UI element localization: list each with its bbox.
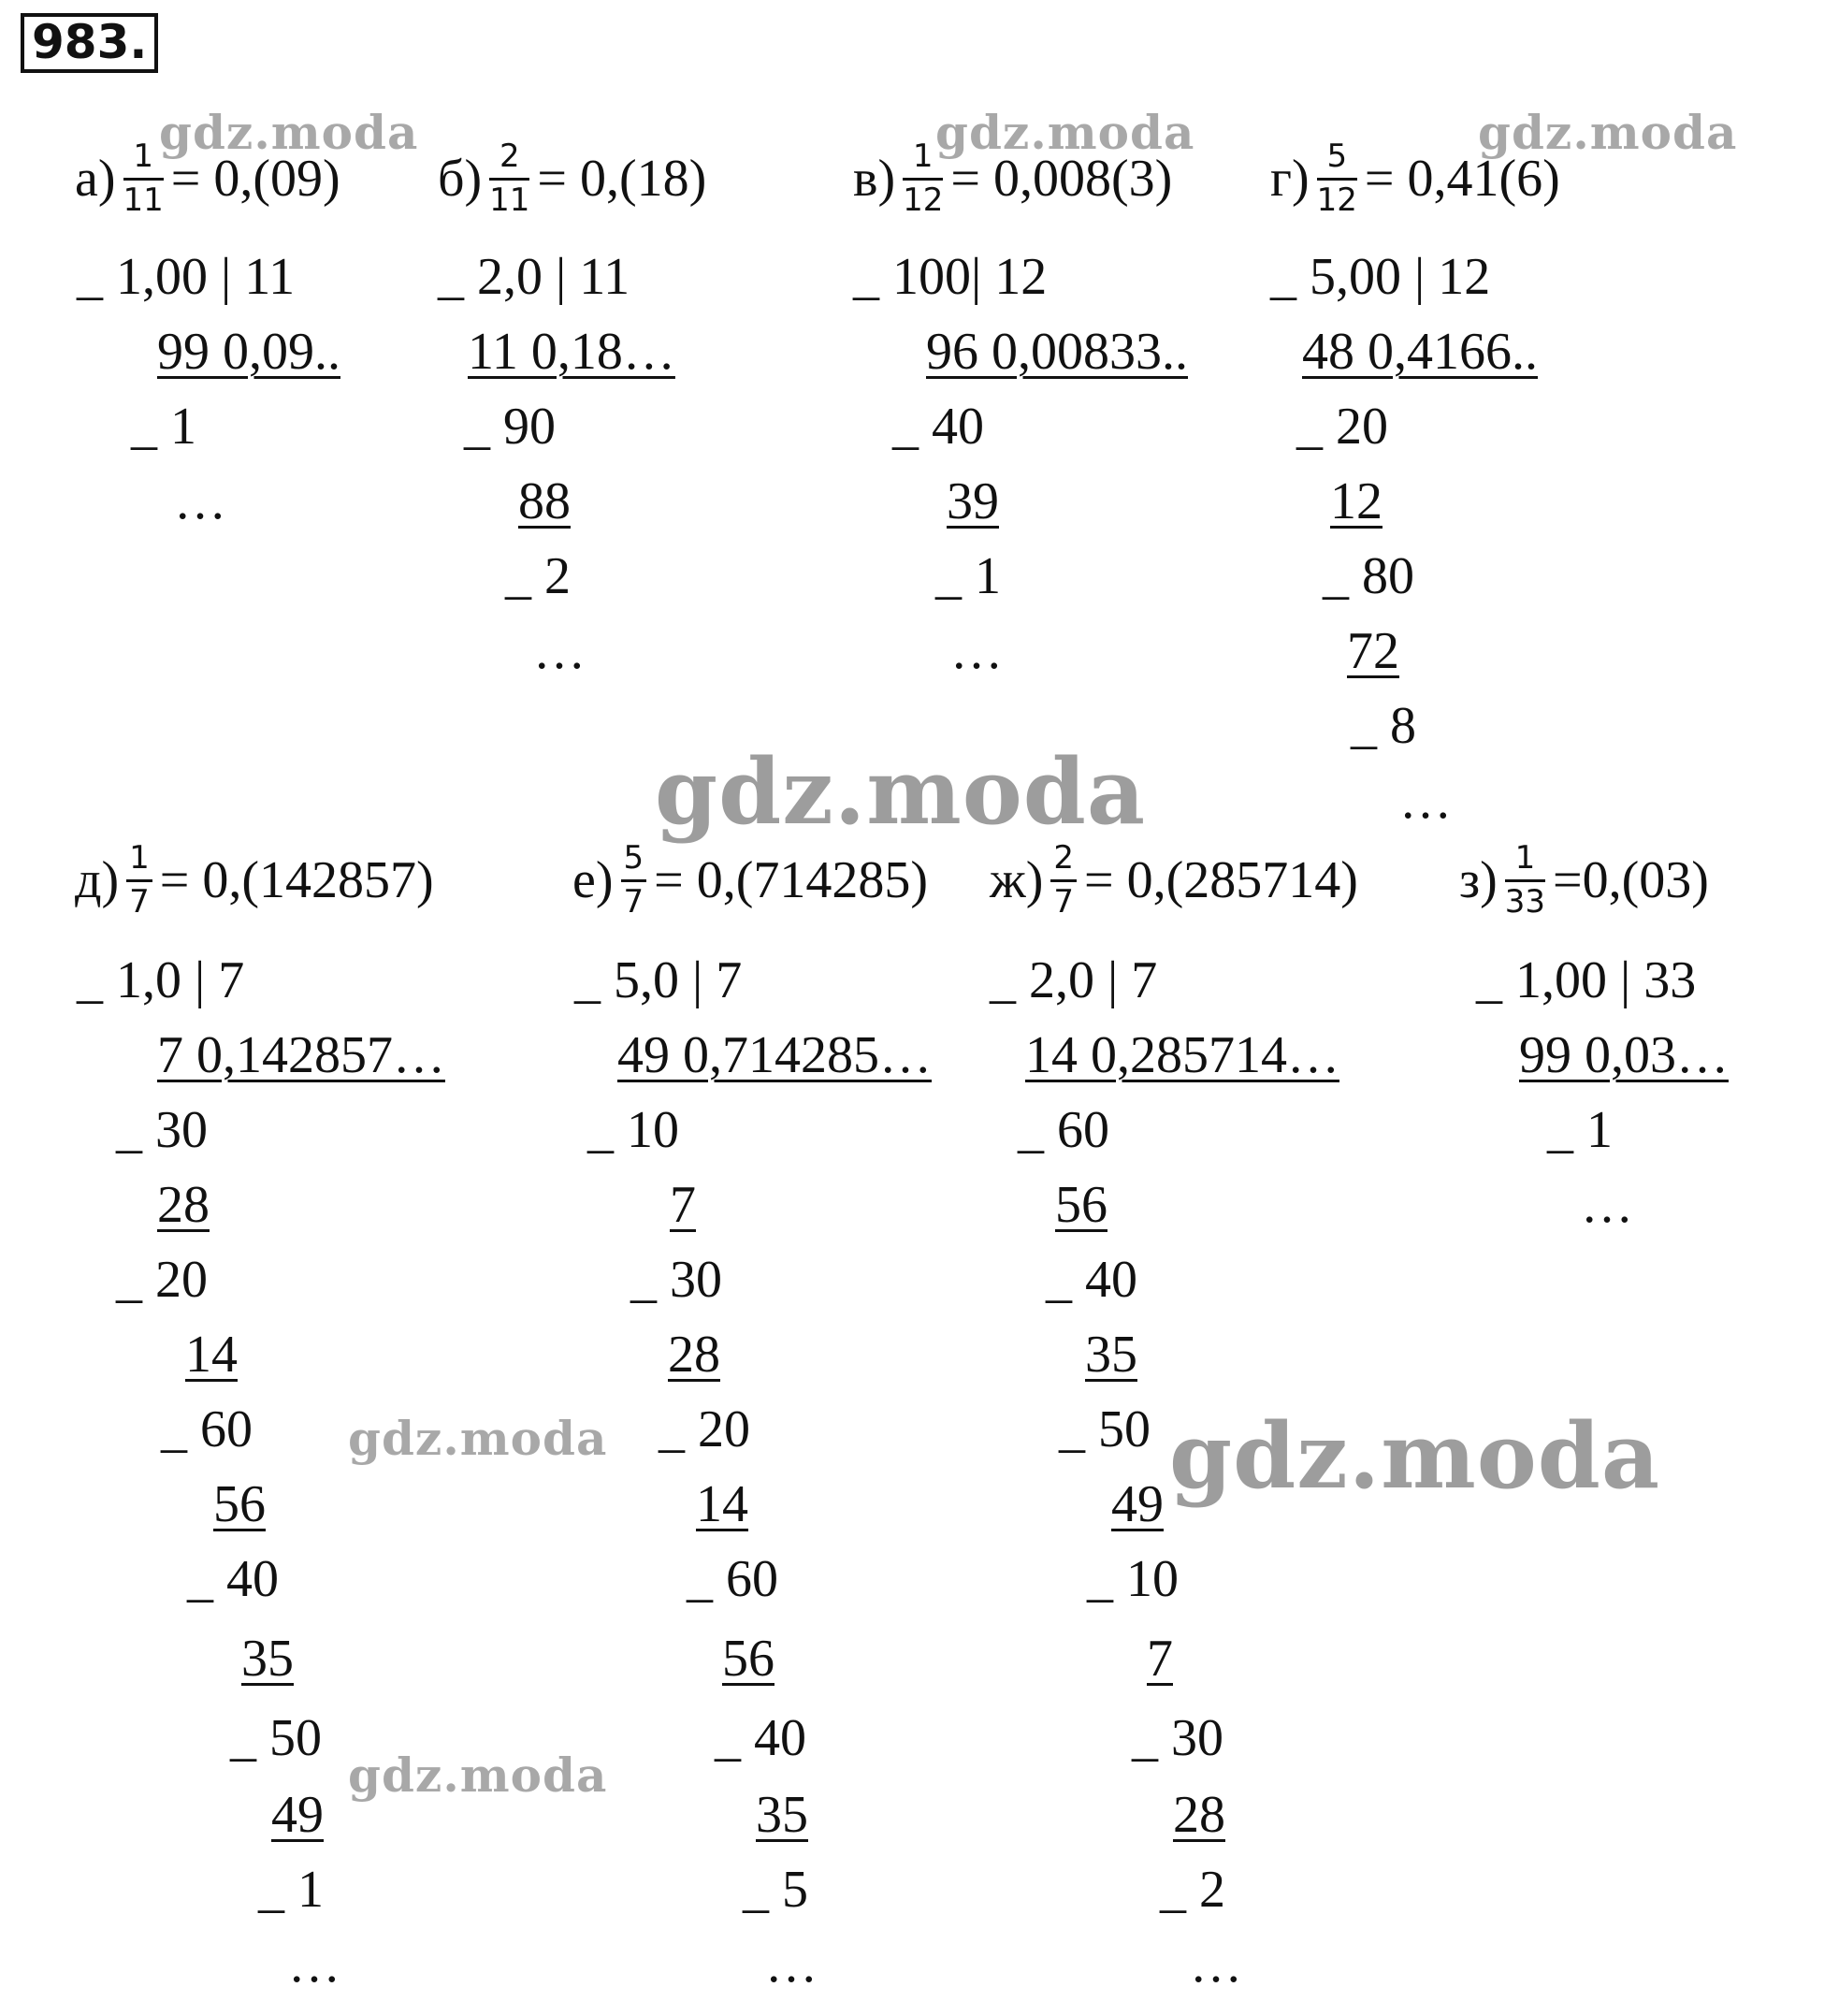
exercise-a [75,140,340,217]
division-row: … [1399,772,1452,830]
division-row: 72 [1347,622,1399,680]
exercise-label: з) [1459,851,1498,910]
fraction [1317,140,1357,217]
division-row: 7 0,142857… [157,1026,445,1084]
division-row: 11 0,18… [468,323,675,381]
exercise-header [1459,839,1709,921]
exercise-header [572,839,929,921]
division-row: _ 1,0 | 7 [77,951,245,1009]
division-row: _ 100| 12 [853,248,1048,306]
exercise-zh [990,839,1358,921]
exercise-header [438,140,706,217]
division-row: _ 5,00 | 12 [1270,248,1491,306]
exercise-g [1270,140,1560,217]
division-row: _ 30 [630,1251,722,1309]
division-row: 14 [185,1326,238,1384]
division-row: _ 1 [258,1861,324,1919]
division-row: 12 [1330,472,1382,530]
division-row: … [174,472,226,530]
division-row: _ 30 [116,1101,208,1159]
exercise-header [990,839,1358,921]
division-row: … [288,1936,340,1994]
division-row: _ 40 [1046,1251,1137,1309]
problem-number: 983. [21,13,158,73]
division-row: _ 30 [1132,1709,1223,1767]
exercise-header [75,140,340,217]
division-row: _ 20 [659,1400,750,1458]
division-row: _ 50 [230,1709,322,1767]
division-row: _ 1 [935,547,1001,605]
denominator: 7 [129,882,150,921]
division-row: 56 [1055,1176,1107,1234]
denominator: 12 [1316,181,1357,219]
result: = 0,41(6) [1364,150,1560,209]
denominator: 11 [489,181,530,219]
exercise-e [572,839,929,921]
division-row: _ 80 [1323,547,1414,605]
division-row: _ 5 [743,1861,808,1919]
watermark: gdz.moda [1478,105,1738,160]
exercise-header [75,839,434,921]
division-row: 56 [213,1475,266,1533]
exercise-header [853,140,1172,217]
division-row: 7 [670,1176,696,1234]
division-row: … [950,622,1003,680]
denominator: 7 [623,882,644,921]
division-row: 49 [1111,1475,1164,1533]
division-row: _ 90 [464,398,556,456]
division-row: _ 2,0 | 7 [990,951,1158,1009]
denominator: 7 [1053,882,1074,921]
division-row: … [533,622,586,680]
division-row: _ 2,0 | 11 [438,248,630,306]
numerator: 1 [126,842,152,882]
exercise-d [75,839,434,921]
numerator: 1 [1505,842,1545,882]
division-row: 7 [1147,1630,1173,1688]
watermark: gdz.moda [159,105,419,160]
division-row: _ 20 [116,1251,208,1309]
division-row: 88 [518,472,571,530]
watermark: gdz.moda [935,105,1195,160]
division-row: 14 [696,1475,748,1533]
result: = 0,(285714) [1083,851,1358,910]
numerator: 1 [903,140,943,181]
division-row: _ 60 [687,1550,778,1608]
denominator: 11 [123,181,164,219]
division-row: … [1581,1176,1633,1234]
watermark: gdz.moda [1169,1403,1661,1509]
division-row: 99 0,09.. [157,323,340,381]
division-row: 48 0,4166.. [1302,323,1538,381]
numerator: 2 [1050,842,1077,882]
division-row: _ 1,00 | 11 [77,248,296,306]
numerator: 2 [489,140,529,181]
division-row: _ 10 [1087,1550,1179,1608]
division-row: 99 0,03… [1519,1026,1729,1084]
exercise-label: д) [75,851,120,910]
division-row: _ 50 [1059,1400,1151,1458]
numerator: 5 [1317,140,1357,181]
exercise-b [438,140,706,217]
division-row: _ 1,00 | 33 [1476,951,1697,1009]
exercise-v [853,140,1172,217]
division-row: 35 [241,1630,294,1688]
denominator: 33 [1504,882,1546,921]
division-row: _ 40 [892,398,984,456]
result: =0,(03) [1553,851,1709,910]
result: = 0,(09) [170,150,340,209]
exercise-label: а) [75,150,116,209]
division-row: _ 20 [1296,398,1388,456]
division-row: _ 1 [131,398,196,456]
division-row: … [1190,1936,1242,1994]
fraction [1504,839,1546,921]
exercise-z [1459,839,1709,921]
division-row: … [765,1936,818,1994]
division-row: 14 0,285714… [1025,1026,1339,1084]
numerator: 1 [123,140,164,181]
division-row: _ 2 [505,547,571,605]
division-row: 96 0,00833.. [926,323,1188,381]
division-row: 56 [722,1630,774,1688]
division-row: _ 2 [1160,1861,1225,1919]
division-row: _ 40 [187,1550,279,1608]
division-row: _ 1 [1547,1101,1613,1159]
numerator: 5 [621,842,647,882]
exercise-label: г) [1270,150,1310,209]
result: = 0,(714285) [654,851,929,910]
fraction [621,839,647,921]
watermark: gdz.moda [655,739,1147,845]
division-row: 28 [157,1176,210,1234]
division-row: 49 0,714285… [617,1026,932,1084]
division-row: 35 [756,1786,808,1844]
exercise-label: е) [572,851,614,910]
division-row: _ 5,0 | 7 [574,951,743,1009]
fraction [489,140,529,217]
fraction [1050,839,1077,921]
division-row: 28 [1173,1786,1225,1844]
division-row: 39 [947,472,999,530]
exercise-header [1270,140,1560,217]
division-row: _ 8 [1351,697,1416,755]
division-row: _ 40 [715,1709,806,1767]
division-row: _ 60 [1018,1101,1109,1159]
division-row: _ 60 [161,1400,253,1458]
denominator: 12 [903,181,944,219]
exercise-label: в) [853,150,896,209]
fraction [126,839,152,921]
result: = 0,008(3) [950,150,1173,209]
watermark: gdz.moda [348,1411,608,1466]
fraction [903,140,943,217]
watermark: gdz.moda [348,1748,608,1803]
exercise-label: ж) [990,851,1044,910]
result: = 0,(142857) [159,851,434,910]
exercise-label: б) [438,150,483,209]
division-row: 28 [668,1326,720,1384]
division-row: _ 10 [587,1101,679,1159]
division-row: 49 [271,1786,324,1844]
division-row: 35 [1085,1326,1137,1384]
result: = 0,(18) [537,150,707,209]
fraction [123,140,164,217]
